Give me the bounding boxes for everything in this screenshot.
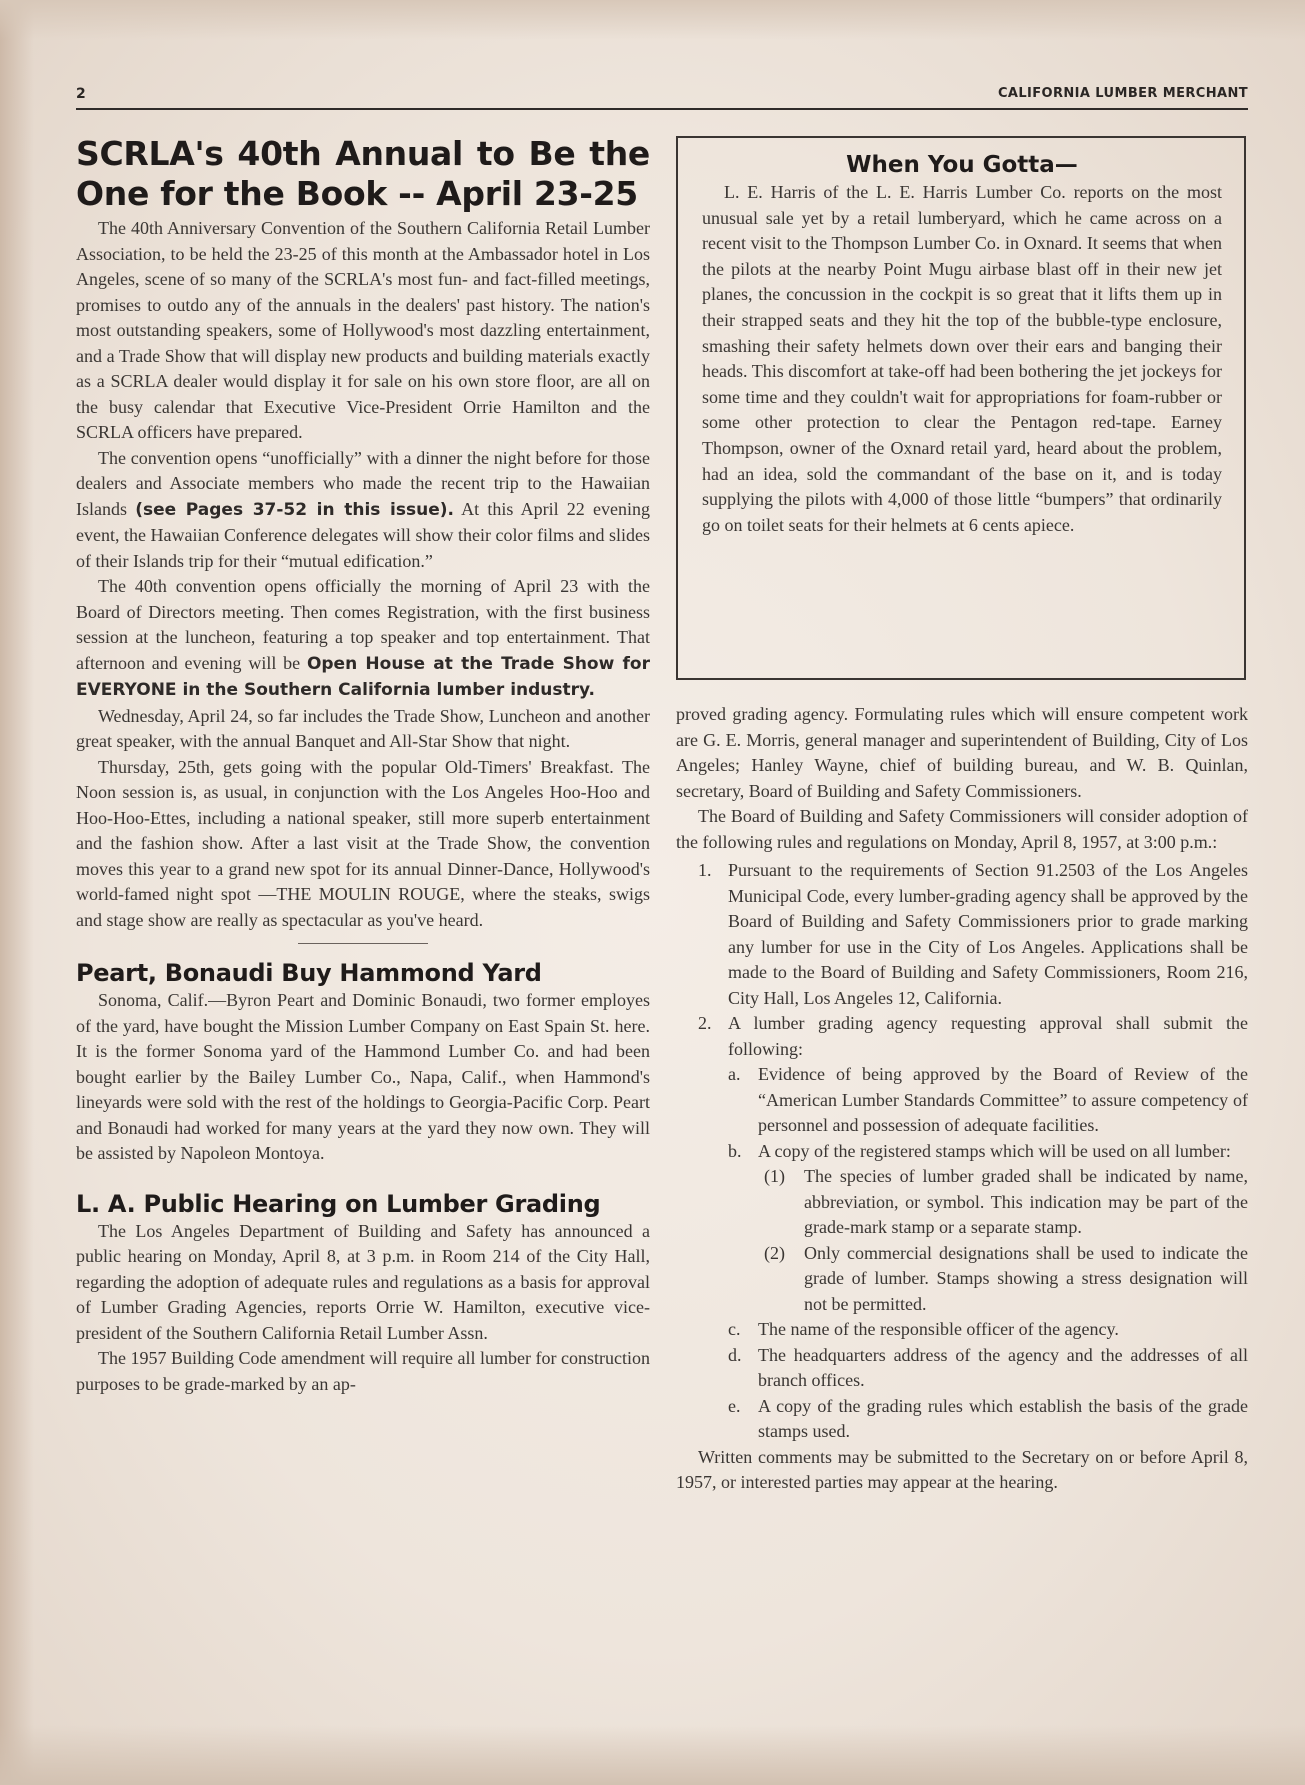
- subsubrule-item: (1) The species of lumber graded shall be indicated by name, abbreviation, or symbol. This indication may be part of the grade-mark stamp or a separate stamp.: [764, 1166, 1248, 1237]
- hearing-paragraph-2: The 1957 Building Code amendment will require all lumber for construction purposes to be grade-marked by an ap-: [76, 1348, 650, 1394]
- scrla-headline: SCRLA's 40th Annual to Be the One for the Book -- April 23-25: [76, 134, 650, 213]
- rule-item: 1. Pursuant to the requirements of Section 91.2503 of the Los Angeles Municipal Code, every lumber-grading agency shall be approved by the Board of Building and Safety Commissioners prior to grade marking any lumber for use in the City of Los Angeles. Applications shall be made to the Board of Building and Safety Commissioners, Room 216, City Hall, Los Angeles 12, California.: [698, 860, 1248, 1008]
- hearing-paragraph-3: The Board of Building and Safety Commissioners will consider adoption of the following rules and regulations on Monday, April 8, 1957, at 3:00 p.m.:: [676, 806, 1248, 852]
- subsubrule-item: (2) Only commercial designations shall be used to indicate the grade of lumber. Stamps showing a stress designation will not be permitted.: [764, 1242, 1248, 1314]
- running-header: [76, 86, 1248, 110]
- scrla-paragraph-2: The convention opens “unofficially” with a dinner the night before for those dealers and Associate members who made the recent trip to the Hawaiian Islands (see Pages 37-52 in this issue). At this April 22 evening event, the Hawaiian Conference delegates will show their color films and slides of their Islands trip for their “mutual edification.”: [76, 447, 650, 571]
- publication-name: CALIFORNIA LUMBER MERCHANT: [997, 86, 1248, 101]
- hearing-paragraph-1: The Los Angeles Department of Building and Safety has announced a public hearing on Monday, April 8, at 3 p.m. in Room 214 of the City Hall, regarding the adoption of adequate rules and regulations as a basis for approval of Lumber Grading Agencies, reports Orrie W. Hamilton, executive vice-president of the Southern California Retail Lumber Assn.: [76, 1220, 650, 1343]
- page-reference: (see Pages 37-52 in this issue).: [135, 499, 454, 520]
- sidebar-title: When You Gotta—: [846, 152, 1078, 178]
- header-rule: [76, 108, 1248, 110]
- article-hearing: [76, 1189, 650, 1398]
- rule-item: 2. A lumber grading agency requesting approval shall submit the following:: [698, 1013, 1248, 1059]
- hearing-paragraph-2-cont: proved grading agency. Formulating rules which will ensure competent work are G. E. Morris, general manager and superintendent of Building, City of Los Angeles; Hanley Wayne, chief of building bureau, and W. B. Quinlan, secretary, Board of Building and Safety Commissioners.: [676, 704, 1248, 801]
- page-top-shadow: [0, 0, 1305, 40]
- scrla-paragraph-4: Wednesday, April 24, so far includes the Trade Show, Luncheon and another great speaker, with the annual Banquet and All-Star Show that night.: [76, 705, 650, 751]
- article-scrla: [76, 134, 650, 933]
- right-column: [676, 702, 1248, 1496]
- open-house-callout: Open House at the Trade Show for EVERYONE in the Southern California lumber industry.: [76, 653, 650, 700]
- page-number: 2: [76, 86, 86, 102]
- rules-list: [676, 858, 1248, 1445]
- article-divider: [298, 943, 428, 944]
- subrule-item: d. The headquarters address of the agency and the addresses of all branch offices.: [728, 1344, 1248, 1390]
- sidebar-body: L. E. Harris of the L. E. Harris Lumber Co. reports on the most unusual sale yet by a retail lumberyard, which he came across on a recent visit to the Thompson Lumber Co. in Oxnard. It seems that when the pilots at the nearby Point Mugu airbase blast off in their new jet planes, the concussion in the cockpit is so great that it lifts them up in their strapped seats and they hit the top of the bubble-type enclosure, smashing their safety helmets down over their ears and banging their heads. This discomfort at take-off had been bothering the jet jockeys for some time and they couldn't wait for appropriations for foam-rubber or some other protection to clear the Pentagon red-tape. Earney Thompson, owner of the Oxnard retail yard, heard about the problem, had an idea, sold the commandant of the base on it, and is today supplying the pilots with 4,000 of those little “bumpers” that ordinarily go on toilet seats for their helmets at 6 cents apiece.: [702, 182, 1222, 535]
- scrla-paragraph-1: The 40th Anniversary Convention of the Southern California Retail Lumber Association, to be held the 23-25 of this month at the Ambassador hotel in Los Angeles, scene of so many of the SCRLA's most fun- and fact-filled meetings, promises to outdo any of the annuals in the dealers' past history. The nation's most outstanding speakers, some of Hollywood's most dazzling entertainment, and a Trade Show that will display new products and building materials exactly as a SCRLA dealer would display it for sale on his own store floor, are all on the busy calendar that Executive Vice-President Orrie Hamilton and the SCRLA officers have prepared.: [76, 218, 650, 442]
- subrule-item: e. A copy of the grading rules which establish the basis of the grade stamps used.: [728, 1395, 1248, 1441]
- page-bottom-shadow: [0, 1725, 1305, 1785]
- subrule-item: a. Evidence of being approved by the Board of Review of the “American Lumber Standards Committee” to assure competency of personnel and possession of adequate facilities.: [728, 1064, 1248, 1135]
- scrla-paragraph-5: Thursday, 25th, gets going with the popular Old-Timers' Breakfast. The Noon session is, as usual, in conjunction with the Los Angeles Hoo-Hoo and Hoo-Hoo-Ettes, including a national speaker, still more superb entertainment and the fashion show. After a last visit at the Trade Show, the convention moves this year to a grand new spot for its annual Dinner-Dance, Hollywood's world-famed night spot —THE MOULIN ROUGE, where the steaks, swigs and stage show are really as spectacular as you've heard.: [76, 756, 650, 930]
- hearing-headline: L. A. Public Hearing on Lumber Grading: [76, 1189, 601, 1218]
- subrule-item: c. The name of the responsible officer of the agency.: [728, 1319, 1119, 1339]
- article-peart: [76, 958, 650, 1167]
- sidebar-box: [676, 136, 1246, 680]
- peart-paragraph-1: Sonoma, Calif.—Byron Peart and Dominic Bonaudi, two former employes of the yard, have bought the Mission Lumber Company on East Spain St. here. It is the former Sonoma yard of the Hammond Lumber Co. and had been bought earlier by the Bailey Lumber Co., Napa, Calif., when Hammond's lineyards were sold with the rest of the holdings to Georgia-Pacific Corp. Peart and Bonaudi had worked for many years at the yard they now own. They will be assisted by Napoleon Montoya.: [76, 990, 650, 1163]
- subrule-item: b. A copy of the registered stamps which will be used on all lumber:: [728, 1140, 1231, 1161]
- left-column: [76, 134, 650, 1397]
- sidebar-body-wrap: [702, 180, 1222, 538]
- peart-headline: Peart, Bonaudi Buy Hammond Yard: [76, 959, 542, 987]
- scrla-paragraph-3: The 40th convention opens officially the morning of April 23 with the Board of Directors meeting. Then comes Registration, with the first business session at the luncheon, featuring a top speaker and top entertainment. That afternoon and evening will be Open House at the Trade Show for EVERYONE in the Southern California lumber industry.: [76, 576, 650, 700]
- hearing-closing: Written comments may be submitted to the Secretary on or before April 8, 1957, or interested parties may appear at the hearing.: [676, 1446, 1248, 1492]
- page-edge-shadow: [0, 0, 34, 1785]
